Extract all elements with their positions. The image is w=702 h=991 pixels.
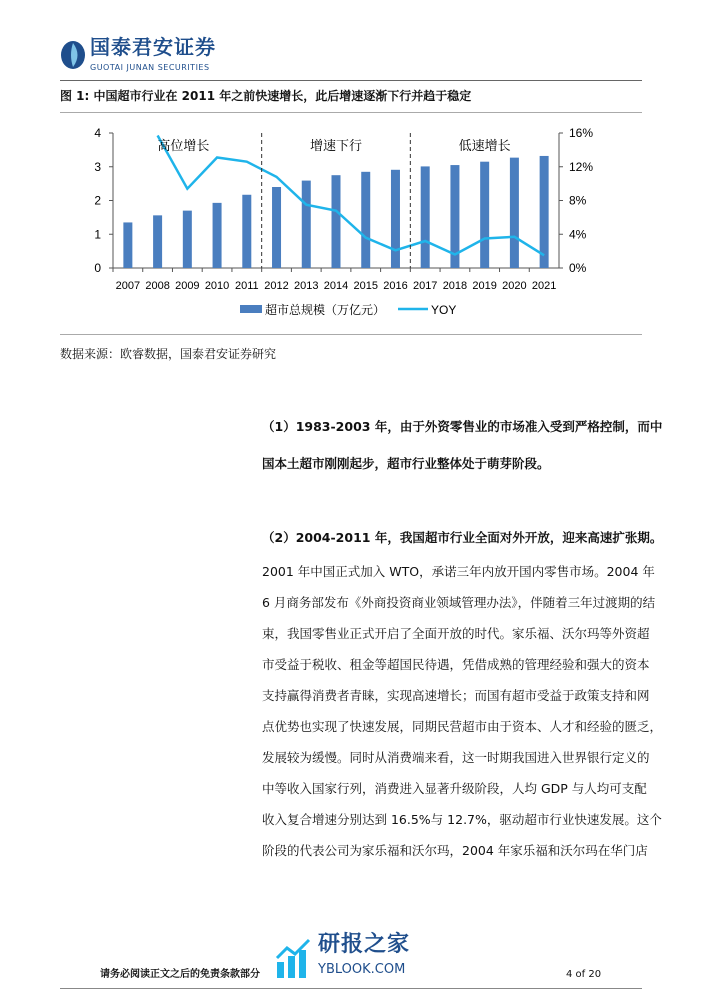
body-line: （1）1983-2003 年，由于外资零售业的市场准入受到严格控制，而中 bbox=[262, 419, 663, 434]
legend-line-label: YOY bbox=[431, 303, 457, 317]
bar-2020 bbox=[510, 158, 519, 268]
bar-2009 bbox=[183, 211, 192, 268]
x-tick-label: 2014 bbox=[323, 280, 349, 292]
period-label: 增速下行 bbox=[309, 138, 363, 153]
bar-2008 bbox=[153, 215, 162, 268]
body-line: 国本土超市刚刚起步，超市行业整体处于萌芽阶段。 bbox=[262, 456, 550, 471]
watermark-url: YBLOOK.COM bbox=[318, 962, 406, 977]
watermark-chart-icon bbox=[275, 936, 313, 980]
left-tick-label: 4 bbox=[94, 126, 101, 140]
figure-bottom-divider bbox=[60, 334, 642, 335]
body-line: 阶段的代表公司为家乐福和沃尔玛，2004 年家乐福和沃尔玛在华门店 bbox=[262, 843, 648, 858]
x-tick-label: 2012 bbox=[264, 280, 289, 292]
x-tick-label: 2011 bbox=[234, 280, 259, 292]
body-line: 2001 年中国正式加入 WTO，承诺三年内放开国内零售市场。2004 年 bbox=[262, 564, 655, 579]
right-tick-label: 8% bbox=[569, 193, 587, 208]
page-number: 4 of 20 bbox=[566, 969, 602, 980]
watermark-text: 研报之家 bbox=[318, 932, 411, 957]
logo-text: 国泰君安证券 bbox=[90, 35, 216, 59]
body-line: 中等收入国家行列，消费进入显著升级阶段，人均 GDP 与人均可支配 bbox=[262, 781, 647, 796]
footer-divider bbox=[60, 988, 642, 989]
bar-2012 bbox=[272, 187, 281, 268]
x-tick-label: 2013 bbox=[294, 280, 319, 292]
x-tick-label: 2015 bbox=[353, 280, 378, 292]
x-tick-label: 2021 bbox=[531, 280, 557, 292]
body-line: 发展较为缓慢。同时从消费端来看，这一时期我国进入世界银行定义的 bbox=[262, 750, 650, 765]
right-tick-label: 0% bbox=[569, 261, 587, 275]
right-tick-label: 16% bbox=[569, 126, 594, 140]
left-tick-label: 1 bbox=[94, 227, 101, 242]
bar-2014 bbox=[332, 175, 341, 268]
right-tick-label: 12% bbox=[569, 159, 594, 174]
logo-subtext: GUOTAI JUNAN SECURITIES bbox=[90, 63, 210, 72]
supermarket-chart bbox=[0, 0, 702, 340]
period-label: 低速增长 bbox=[458, 138, 511, 153]
x-tick-label: 2018 bbox=[442, 280, 468, 292]
left-tick-label: 3 bbox=[94, 159, 101, 174]
body-line: （2）2004-2011 年，我国超市行业全面对外开放，迎来高速扩张期。 bbox=[262, 530, 663, 545]
x-tick-label: 2017 bbox=[412, 280, 438, 292]
bar-2011 bbox=[242, 195, 251, 268]
x-tick-label: 2007 bbox=[115, 280, 141, 292]
body-line: 束，我国零售业正式开启了全面开放的时代。家乐福、沃尔玛等外资超 bbox=[262, 626, 650, 641]
body-line: 市受益于税收、租金等超国民待遇，凭借成熟的管理经验和强大的资本 bbox=[262, 657, 650, 672]
bar-2017 bbox=[421, 166, 430, 268]
left-tick-label: 2 bbox=[94, 193, 101, 208]
bar-2010 bbox=[213, 203, 222, 268]
body-line: 点优势也实现了快速发展，同期民营超市由于资本、人才和经验的匮乏， bbox=[262, 719, 663, 734]
x-tick-label: 2009 bbox=[175, 280, 200, 292]
x-tick-label: 2016 bbox=[383, 280, 408, 292]
bar-2021 bbox=[540, 156, 549, 268]
bar-2016 bbox=[391, 170, 400, 268]
body-line: 收入复合增速分别达到 16.5%与 12.7%，驱动超市行业快速发展。这个 bbox=[262, 812, 662, 827]
legend-bar-label: 超市总规模（万亿元） bbox=[265, 303, 386, 317]
disclaimer-note: 请务必阅读正文之后的免责条款部分 bbox=[100, 969, 260, 980]
x-tick-label: 2019 bbox=[472, 280, 497, 292]
left-tick-label: 0 bbox=[94, 261, 101, 275]
bar-2007 bbox=[123, 222, 132, 268]
body-line: 6 月商务部发布《外商投资商业领域管理办法》，伴随着三年过渡期的结 bbox=[262, 595, 656, 610]
figure-source: 数据来源：欧睿数据，国泰君安证券研究 bbox=[60, 347, 277, 361]
x-tick-label: 2020 bbox=[502, 280, 527, 292]
bar-2015 bbox=[361, 172, 370, 268]
legend-bar-swatch bbox=[240, 305, 262, 313]
bar-2013 bbox=[302, 181, 311, 268]
x-tick-label: 2010 bbox=[204, 280, 230, 292]
right-tick-label: 4% bbox=[569, 227, 587, 242]
x-tick-label: 2008 bbox=[145, 280, 170, 292]
body-line: 支持赢得消费者青睐，实现高速增长；而国有超市受益于政策支持和网 bbox=[262, 688, 650, 703]
bar-2019 bbox=[480, 162, 489, 268]
figure-title: 图 1: 中国超市行业在 2011 年之前快速增长，此后增速逐渐下行并趋于稳定 bbox=[60, 89, 472, 103]
period-label: 高位增长 bbox=[157, 138, 210, 153]
